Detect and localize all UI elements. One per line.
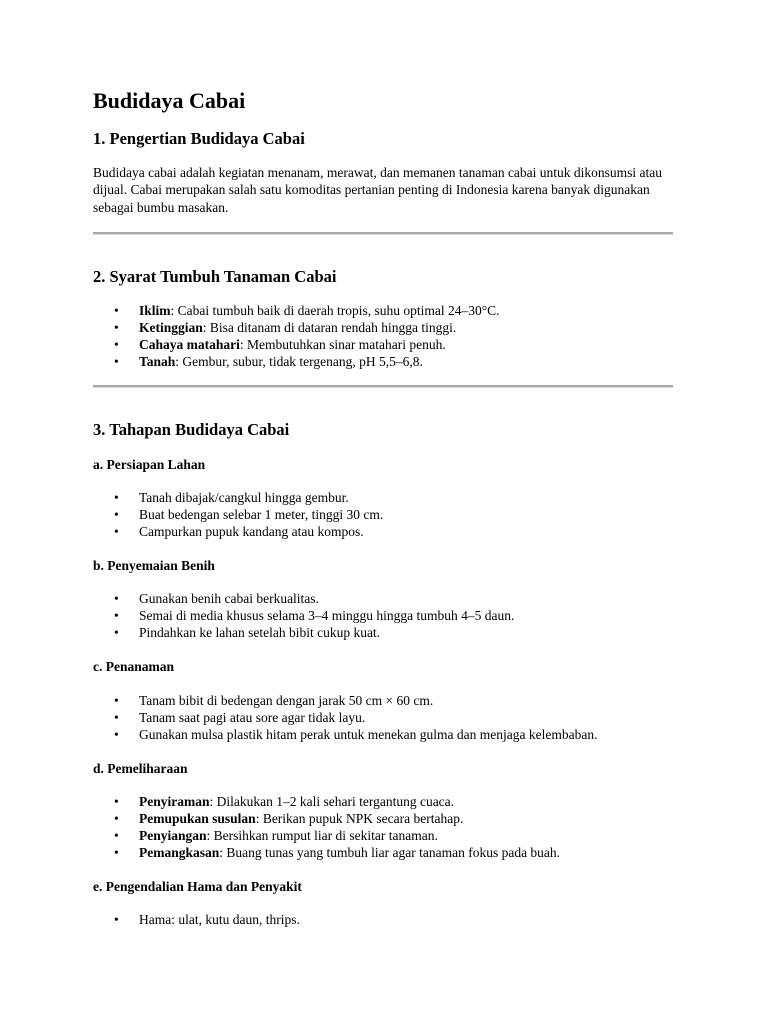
list-item	[93, 607, 693, 624]
planting-list	[93, 692, 693, 743]
subsection-c-heading: c. Penanaman	[93, 659, 174, 674]
item-description: : Bersihkan rumput liar di sekitar tanaman.	[206, 828, 438, 843]
item-text: Pindahkan ke lahan setelah bibit cukup kuat.	[139, 625, 381, 640]
item-term: Iklim	[139, 303, 171, 318]
pest-control-list	[93, 911, 693, 928]
subsection-d-heading: d. Pemeliharaan	[93, 761, 188, 776]
item-description: : Membutuhkan sinar matahari penuh.	[239, 337, 446, 352]
list-item	[93, 692, 693, 709]
section-1-paragraph: Budidaya cabai adalah kegiatan menanam, merawat, dan memanen tanaman cabai untuk dikonsumsi atau dijual. Cabai merupakan salah satu komoditas pertanian penting di Indonesia karena banyak digunakan sebagai bumbu masakan.	[93, 165, 663, 215]
item-text: Campurkan pupuk kandang atau kompos.	[139, 524, 364, 539]
bullet-icon: •	[114, 845, 119, 860]
maintenance-list	[93, 793, 693, 861]
list-item	[93, 489, 693, 506]
item-text: Gunakan mulsa plastik hitam perak untuk menekan gulma dan menjaga kelembaban.	[139, 727, 598, 742]
horizontal-divider	[93, 232, 673, 235]
land-preparation-list	[93, 489, 693, 540]
item-term: Tanah	[139, 354, 176, 369]
horizontal-divider	[93, 385, 673, 388]
list-item	[93, 523, 693, 540]
list-item	[93, 793, 693, 810]
bullet-icon: •	[114, 710, 119, 725]
bullet-icon: •	[114, 625, 119, 640]
item-text: Gunakan benih cabai berkualitas.	[139, 591, 319, 606]
item-term: Penyiraman	[139, 794, 210, 809]
section-3-heading: 3. Tahapan Budidaya Cabai	[93, 420, 290, 439]
list-item	[93, 844, 693, 861]
bullet-icon: •	[114, 354, 119, 369]
list-item	[93, 336, 693, 353]
list-item	[93, 810, 693, 827]
bullet-icon: •	[114, 693, 119, 708]
item-description: : Cabai tumbuh baik di daerah tropis, suhu optimal 24–30°C.	[170, 303, 500, 318]
list-item	[93, 302, 693, 319]
item-term: Penyiangan	[139, 828, 207, 843]
list-item	[93, 827, 693, 844]
list-item	[93, 726, 693, 743]
bullet-icon: •	[114, 727, 119, 742]
item-text: Tanam bibit di bedengan dengan jarak 50 cm × 60 cm.	[139, 693, 434, 708]
bullet-icon: •	[114, 524, 119, 539]
bullet-icon: •	[114, 811, 119, 826]
item-text: Tanam saat pagi atau sore agar tidak layu.	[139, 710, 366, 725]
subsection-b-heading: b. Penyemaian Benih	[93, 558, 215, 573]
list-item	[93, 709, 693, 726]
section-1-heading: 1. Pengertian Budidaya Cabai	[93, 129, 305, 148]
subsection-e-heading: e. Pengendalian Hama dan Penyakit	[93, 879, 302, 894]
list-item	[93, 911, 693, 928]
item-text: Hama: ulat, kutu daun, thrips.	[139, 912, 300, 927]
bullet-icon: •	[114, 303, 119, 318]
item-description: : Gembur, subur, tidak tergenang, pH 5,5–6,8.	[175, 354, 423, 369]
bullet-icon: •	[114, 794, 119, 809]
bullet-icon: •	[114, 320, 119, 335]
item-term: Cahaya matahari	[139, 337, 240, 352]
list-item	[93, 506, 693, 523]
document-title: Budidaya Cabai	[93, 88, 246, 113]
item-description: : Bisa ditanam di dataran rendah hingga tinggi.	[202, 320, 457, 335]
item-term: Pemangkasan	[139, 845, 220, 860]
list-item	[93, 353, 693, 370]
item-text: Buat bedengan selebar 1 meter, tinggi 30 cm.	[139, 507, 384, 522]
bullet-icon: •	[114, 912, 119, 927]
list-item	[93, 624, 693, 641]
bullet-icon: •	[114, 337, 119, 352]
seeding-list	[93, 590, 693, 641]
item-text: Semai di media khusus selama 3–4 minggu hingga tumbuh 4–5 daun.	[139, 608, 515, 623]
item-text: Tanah dibajak/cangkul hingga gembur.	[139, 490, 349, 505]
section-2-heading: 2. Syarat Tumbuh Tanaman Cabai	[93, 267, 337, 286]
item-description: : Buang tunas yang tumbuh liar agar tanaman fokus pada buah.	[219, 845, 561, 860]
list-item	[93, 319, 693, 336]
bullet-icon: •	[114, 490, 119, 505]
item-description: : Berikan pupuk NPK secara bertahap.	[255, 811, 464, 826]
bullet-icon: •	[114, 507, 119, 522]
list-item	[93, 590, 693, 607]
item-term: Pemupukan susulan	[139, 811, 256, 826]
item-term: Ketinggian	[139, 320, 203, 335]
bullet-icon: •	[114, 828, 119, 843]
bullet-icon: •	[114, 608, 119, 623]
subsection-a-heading: a. Persiapan Lahan	[93, 457, 206, 472]
item-description: : Dilakukan 1–2 kali sehari tergantung cuaca.	[209, 794, 455, 809]
growth-requirements-list	[93, 302, 693, 370]
bullet-icon: •	[114, 591, 119, 606]
